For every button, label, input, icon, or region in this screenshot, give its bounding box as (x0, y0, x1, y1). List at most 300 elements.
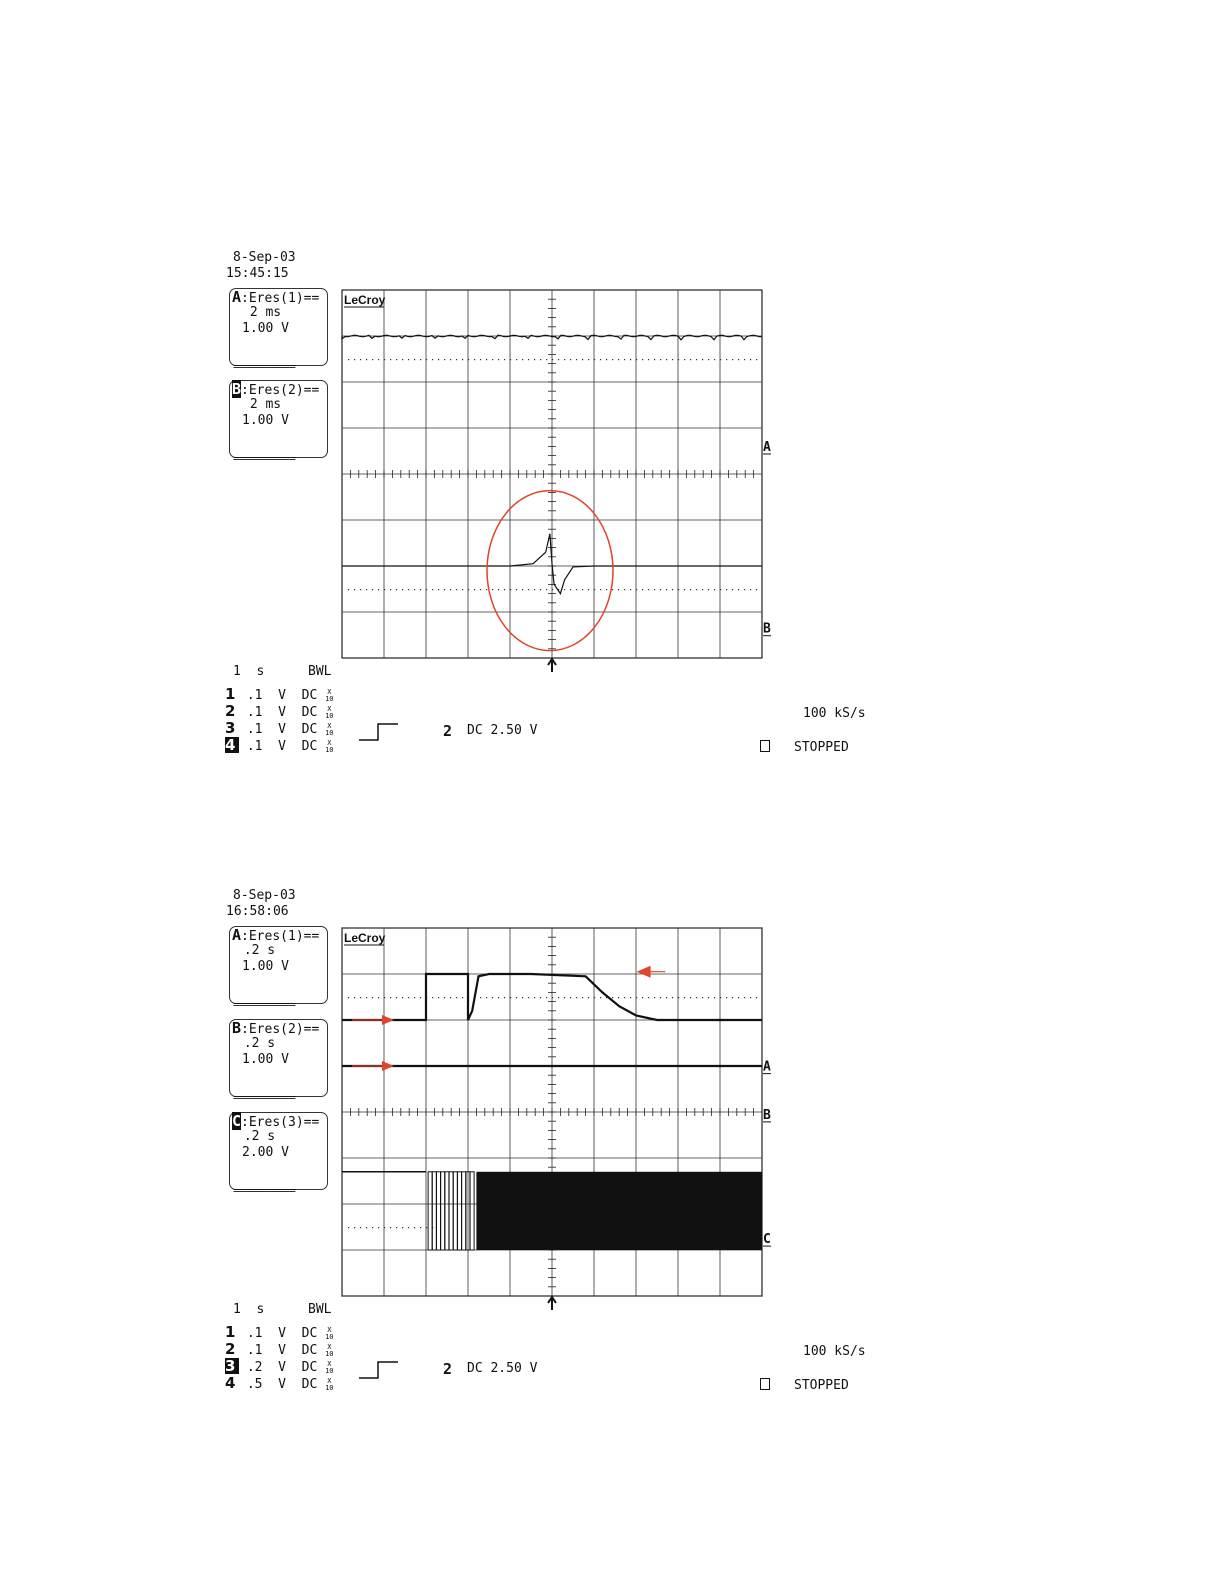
trace-marker-a: A (763, 1059, 771, 1075)
ground-dot (492, 997, 493, 998)
ground-dot (354, 1227, 355, 1228)
ground-dot (636, 589, 637, 590)
trace-timebase: .2 s (236, 1129, 276, 1144)
ground-dot (522, 359, 523, 360)
ground-dot (576, 589, 577, 590)
ground-dot (726, 997, 727, 998)
trace-title: :Eres(2)== (241, 1022, 320, 1037)
ground-dot (354, 359, 355, 360)
ground-dot (570, 589, 571, 590)
ground-dot (744, 589, 745, 590)
ground-dot (438, 589, 439, 590)
ground-dot (492, 589, 493, 590)
channel-settings: .1 V DC (239, 705, 326, 720)
ground-dot (546, 359, 547, 360)
ground-dot (468, 589, 469, 590)
trace-volts: 1.00 V (242, 959, 289, 974)
trace-title: :Eres(1)== (241, 929, 320, 944)
probe-factor: X 10 (325, 721, 334, 737)
ground-dot (612, 997, 613, 998)
ground-dot (462, 359, 463, 360)
ground-dot (630, 359, 631, 360)
channel-settings: .1 V DC (239, 739, 326, 754)
ground-dot (528, 997, 529, 998)
ground-dot (666, 997, 667, 998)
ground-dot (456, 997, 457, 998)
ground-dot (426, 1227, 427, 1228)
ground-dot (456, 589, 457, 590)
time: 16:58:06 (226, 904, 289, 919)
ground-dot (498, 589, 499, 590)
ground-dot (414, 589, 415, 590)
trace-timebase: .2 s (236, 943, 276, 958)
ground-dot (366, 359, 367, 360)
channel-number: 1 (225, 685, 236, 703)
ground-dot (420, 589, 421, 590)
ground-dot (672, 359, 673, 360)
ground-dot (426, 359, 427, 360)
ground-dot (516, 997, 517, 998)
ground-dot (738, 359, 739, 360)
ground-dot (390, 997, 391, 998)
channel-number: 3 (225, 719, 236, 737)
ground-dot (378, 1227, 379, 1228)
trace-marker-b: B (763, 1107, 771, 1123)
date: 8-Sep-03 (233, 250, 296, 265)
ground-dot (570, 997, 571, 998)
ground-dot (348, 997, 349, 998)
ground-dot (588, 997, 589, 998)
ground-dot (420, 1227, 421, 1228)
trace-label: A (232, 288, 242, 306)
pulse (437, 1172, 441, 1250)
ground-dot (690, 359, 691, 360)
ground-dot (390, 1227, 391, 1228)
channel-number: 4 (225, 1374, 236, 1392)
ground-dot (534, 359, 535, 360)
trace-volts: 1.00 V (242, 321, 289, 336)
ground-dot (396, 359, 397, 360)
ground-dot (660, 589, 661, 590)
stop-indicator-icon (760, 1378, 770, 1390)
ground-dot (480, 997, 481, 998)
ground-dot (432, 997, 433, 998)
pulse (441, 1172, 445, 1250)
ground-dot (666, 589, 667, 590)
red-arrow-icon (382, 1061, 394, 1071)
ground-dot (618, 589, 619, 590)
trace-separator: =========== (233, 1184, 295, 1197)
trace-timebase: 2 ms (242, 397, 282, 412)
ground-dot (708, 997, 709, 998)
channel-settings: .2 V DC (239, 1360, 326, 1375)
lecroy-logo: LeCroy (344, 293, 386, 307)
trace-box-a (229, 926, 328, 1011)
channel-number: 1 (225, 1323, 236, 1341)
ground-dot (744, 997, 745, 998)
ground-dot (456, 359, 457, 360)
ground-dot (576, 997, 577, 998)
ground-dot (612, 359, 613, 360)
ground-dot (738, 997, 739, 998)
ground-dot (720, 359, 721, 360)
status: STOPPED (794, 740, 849, 755)
ground-dot (396, 589, 397, 590)
ground-dot (678, 589, 679, 590)
trace-separator: =========== (233, 452, 295, 465)
scope-grid-2 (340, 918, 771, 1308)
ground-dot (756, 997, 757, 998)
ground-dot (702, 359, 703, 360)
ground-dot (540, 359, 541, 360)
ground-dot (750, 359, 751, 360)
ground-dot (546, 589, 547, 590)
ground-dot (558, 359, 559, 360)
ground-dot (402, 1227, 403, 1228)
ground-dot (696, 359, 697, 360)
ground-dot (372, 359, 373, 360)
ground-dot (582, 359, 583, 360)
ground-dot (648, 359, 649, 360)
ground-dot (624, 589, 625, 590)
trigger-position-arrow (548, 1297, 556, 1310)
ground-dot (690, 997, 691, 998)
ground-dot (744, 359, 745, 360)
ground-dot (732, 359, 733, 360)
ground-dot (360, 359, 361, 360)
probe-factor: X 10 (325, 1376, 334, 1392)
ground-dot (420, 997, 421, 998)
ground-dot (396, 1227, 397, 1228)
ground-dot (444, 359, 445, 360)
ground-dot (432, 589, 433, 590)
ground-dot (594, 359, 595, 360)
ground-dot (402, 359, 403, 360)
ground-dot (690, 589, 691, 590)
ground-dot (378, 359, 379, 360)
ground-dot (408, 359, 409, 360)
ground-dot (522, 997, 523, 998)
sample-rate: 100 kS/s (803, 706, 866, 721)
ground-dot (390, 359, 391, 360)
trace-separator: =========== (233, 360, 295, 373)
trace-volts: 1.00 V (242, 413, 289, 428)
ground-dot (540, 589, 541, 590)
ground-dot (648, 997, 649, 998)
bwl-label: BWL (308, 664, 332, 679)
ground-dot (564, 589, 565, 590)
ground-dot (564, 997, 565, 998)
probe-factor: X 10 (325, 738, 334, 754)
ground-dot (750, 589, 751, 590)
ground-dot (366, 1227, 367, 1228)
ground-dot (714, 997, 715, 998)
ground-dot (636, 997, 637, 998)
sample-rate: 100 kS/s (803, 1344, 866, 1359)
ground-dot (738, 589, 739, 590)
ground-dot (474, 359, 475, 360)
ground-dot (558, 997, 559, 998)
ground-dot (378, 997, 379, 998)
channel-row-1 (225, 1324, 334, 1342)
trigger-setting: DC 2.50 V (467, 723, 538, 738)
ground-dot (696, 997, 697, 998)
trace-timebase: .2 s (236, 1036, 276, 1051)
scope-grid-1 (340, 280, 771, 670)
ground-dot (582, 997, 583, 998)
trace-marker-b: B (763, 621, 771, 637)
lecroy-logo: LeCroy (344, 931, 386, 945)
ground-dot (402, 589, 403, 590)
red-arrow-icon (382, 1015, 394, 1025)
ground-dot (618, 997, 619, 998)
probe-factor: X 10 (325, 687, 334, 703)
ground-dot (360, 997, 361, 998)
ground-dot (426, 589, 427, 590)
ground-dot (684, 359, 685, 360)
ground-dot (552, 359, 553, 360)
ground-dot (654, 997, 655, 998)
trigger-channel: 2 (443, 1360, 453, 1378)
probe-factor: X 10 (325, 1342, 334, 1358)
ground-dot (588, 359, 589, 360)
ground-dot (348, 589, 349, 590)
ground-dot (462, 997, 463, 998)
ground-dot (384, 359, 385, 360)
probe-factor: X 10 (325, 1325, 334, 1341)
ground-dot (480, 589, 481, 590)
ground-dot (636, 359, 637, 360)
ground-dot (708, 359, 709, 360)
red-arrow-icon (637, 966, 651, 978)
ground-dot (702, 997, 703, 998)
ground-dot (678, 359, 679, 360)
ground-dot (510, 589, 511, 590)
ground-dot (480, 359, 481, 360)
ground-dot (546, 997, 547, 998)
ground-dot (408, 997, 409, 998)
ground-dot (372, 589, 373, 590)
trace-volts: 2.00 V (242, 1145, 289, 1160)
ground-dot (726, 589, 727, 590)
ground-dot (624, 997, 625, 998)
pulse-train-dense (476, 1172, 762, 1250)
ground-dot (444, 589, 445, 590)
ground-dot (696, 589, 697, 590)
ground-dot (420, 359, 421, 360)
ground-dot (642, 589, 643, 590)
ground-dot (378, 589, 379, 590)
ground-dot (504, 359, 505, 360)
ground-dot (672, 997, 673, 998)
main-timebase: 1 s (233, 664, 265, 679)
trace-label: A (232, 926, 242, 944)
trace-label: C (232, 1112, 242, 1130)
ground-dot (594, 589, 595, 590)
ground-dot (510, 359, 511, 360)
ground-dot (402, 997, 403, 998)
trigger-edge-icon (358, 1360, 400, 1380)
pulse (470, 1172, 474, 1250)
trace-title: :Eres(1)== (241, 291, 320, 306)
ground-dot (498, 997, 499, 998)
ground-dot (726, 359, 727, 360)
channel-settings: .5 V DC (239, 1377, 326, 1392)
ground-dot (732, 997, 733, 998)
ground-dot (444, 997, 445, 998)
ground-dot (702, 589, 703, 590)
trace-box-a (229, 288, 328, 373)
ground-dot (516, 359, 517, 360)
ground-dot (630, 997, 631, 998)
channel-number: 4 (225, 737, 239, 753)
ground-dot (660, 997, 661, 998)
ground-dot (504, 997, 505, 998)
trace-label: B (232, 1019, 242, 1037)
ground-dot (612, 589, 613, 590)
ground-dot (660, 359, 661, 360)
channel-number: 2 (225, 1340, 236, 1358)
trace-separator: =========== (233, 1091, 295, 1104)
ground-dot (438, 359, 439, 360)
ground-dot (648, 589, 649, 590)
trigger-channel: 2 (443, 722, 453, 740)
ground-dot (714, 359, 715, 360)
trace-box-b (229, 380, 328, 465)
trace-title: :Eres(3)== (241, 1115, 320, 1130)
ground-dot (624, 359, 625, 360)
ground-dot (564, 359, 565, 360)
scope-screenshot-2 (0, 638, 1220, 1393)
ground-dot (672, 589, 673, 590)
ground-dot (666, 359, 667, 360)
ground-dot (348, 359, 349, 360)
ground-dot (576, 359, 577, 360)
ground-dot (522, 589, 523, 590)
channel-row-3 (225, 1358, 334, 1376)
ground-dot (462, 589, 463, 590)
trace-box-b (229, 1019, 328, 1104)
ground-dot (486, 589, 487, 590)
ground-dot (552, 997, 553, 998)
pulse (432, 1172, 436, 1250)
ground-dot (504, 589, 505, 590)
ground-dot (384, 1227, 385, 1228)
ground-dot (528, 359, 529, 360)
ground-dot (516, 589, 517, 590)
channel-number: 2 (225, 702, 236, 720)
ground-dot (654, 359, 655, 360)
channel-settings: .1 V DC (239, 688, 326, 703)
date: 8-Sep-03 (233, 888, 296, 903)
ground-dot (756, 589, 757, 590)
ground-dot (534, 589, 535, 590)
ground-dot (600, 359, 601, 360)
ground-dot (390, 589, 391, 590)
ground-dot (570, 359, 571, 360)
ground-dot (408, 589, 409, 590)
ground-dot (594, 997, 595, 998)
ground-dot (618, 359, 619, 360)
pulse (449, 1172, 453, 1250)
ground-dot (708, 589, 709, 590)
ground-dot (498, 359, 499, 360)
ground-dot (474, 589, 475, 590)
ground-dot (438, 997, 439, 998)
ground-dot (384, 589, 385, 590)
channel-settings: .1 V DC (239, 1343, 326, 1358)
ground-dot (510, 997, 511, 998)
trace-marker-c: C (763, 1232, 771, 1248)
ground-dot (540, 997, 541, 998)
ground-dot (432, 359, 433, 360)
ground-dot (606, 589, 607, 590)
ground-dot (360, 589, 361, 590)
channel-number: 3 (225, 1358, 239, 1374)
ground-dot (492, 359, 493, 360)
ground-dot (414, 359, 415, 360)
bwl-label: BWL (308, 1302, 332, 1317)
ground-dot (348, 1227, 349, 1228)
ground-dot (600, 997, 601, 998)
ground-dot (756, 359, 757, 360)
ground-dot (720, 997, 721, 998)
channel-row-4 (225, 1375, 334, 1393)
channel-row-2 (225, 1341, 334, 1359)
ground-dot (408, 1227, 409, 1228)
ground-dot (684, 997, 685, 998)
channel-settings: .1 V DC (239, 1326, 326, 1341)
ground-dot (366, 997, 367, 998)
trace-volts: 1.00 V (242, 1052, 289, 1067)
pulse (462, 1172, 466, 1250)
ground-dot (486, 359, 487, 360)
trace-title: :Eres(2)== (241, 383, 320, 398)
ground-dot (630, 589, 631, 590)
ground-dot (354, 997, 355, 998)
ground-dot (384, 997, 385, 998)
scope-screenshot-1 (0, 0, 1220, 755)
status: STOPPED (794, 1378, 849, 1393)
pulse (458, 1172, 462, 1250)
channel-settings: .1 V DC (239, 722, 326, 737)
ground-dot (732, 589, 733, 590)
probe-factor: X 10 (325, 1359, 334, 1375)
ground-dot (600, 589, 601, 590)
ground-dot (414, 1227, 415, 1228)
trace-label: B (232, 380, 242, 398)
ground-dot (372, 997, 373, 998)
ground-dot (582, 589, 583, 590)
pulse (453, 1172, 457, 1250)
trace-timebase: 2 ms (242, 305, 282, 320)
trace-box-c (229, 1112, 328, 1197)
main-timebase: 1 s (233, 1302, 265, 1317)
ground-dot (486, 997, 487, 998)
pulse (445, 1172, 449, 1250)
trace-marker-a: A (763, 440, 771, 455)
ground-dot (684, 589, 685, 590)
ground-dot (450, 589, 451, 590)
ground-dot (642, 359, 643, 360)
ground-dot (450, 359, 451, 360)
probe-factor: X 10 (325, 704, 334, 720)
ground-dot (678, 997, 679, 998)
ground-dot (552, 589, 553, 590)
trigger-setting: DC 2.50 V (467, 1361, 538, 1376)
ground-dot (450, 997, 451, 998)
ground-dot (372, 1227, 373, 1228)
